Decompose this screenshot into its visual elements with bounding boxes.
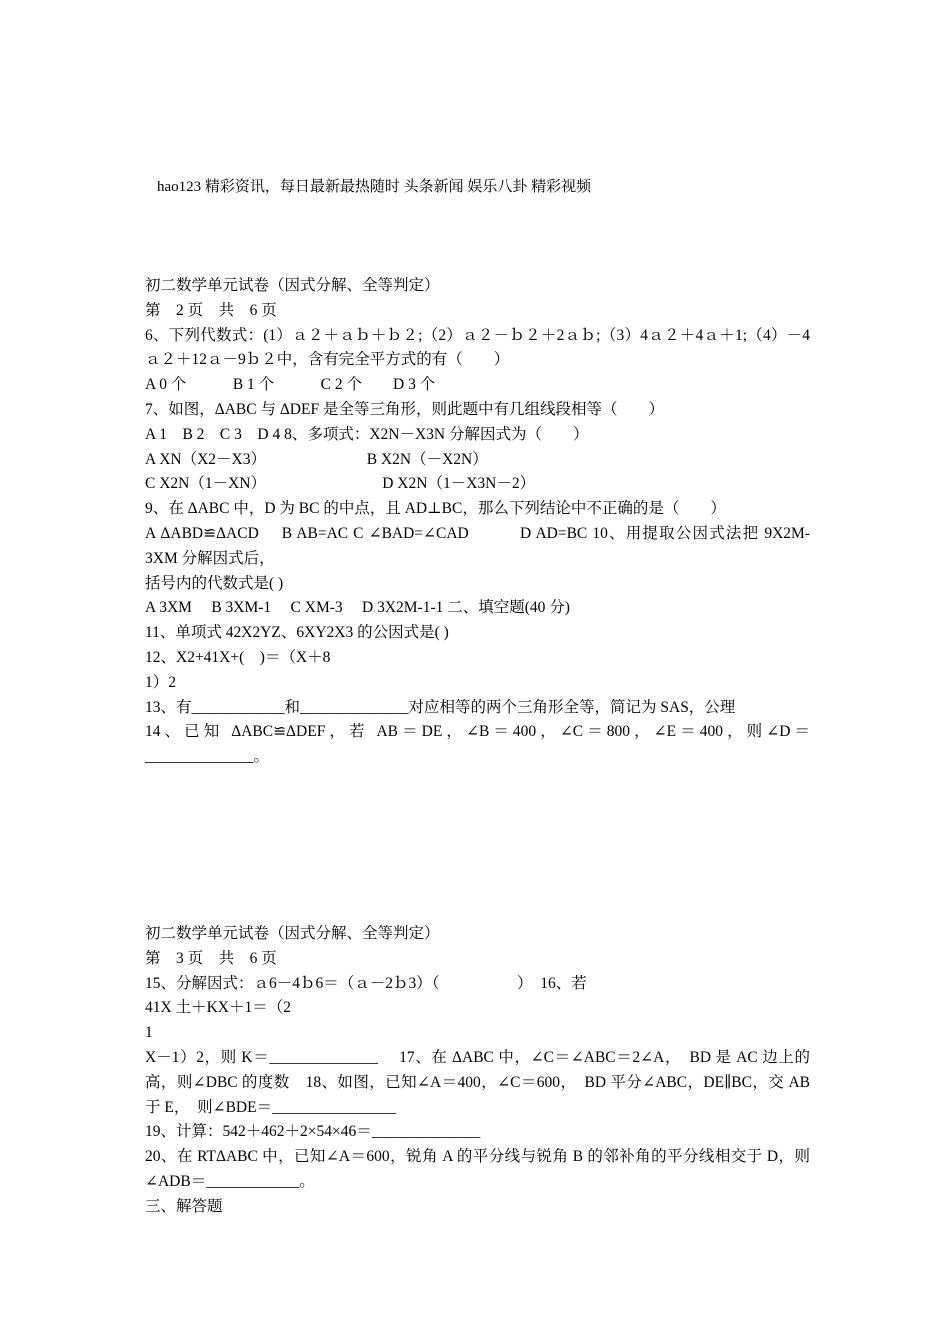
header-ad-text: hao123 精彩资讯，每日最新最热随时 头条新闻 娱乐八卦 精彩视频 xyxy=(157,179,592,195)
questions-16-17-18: X－1）2，则 K＝______________ 17、在 ΔABC 中，∠C＝∠ABC＝2∠A， BD 是 AC 边上的高，则∠DBC 的度数 18、如图，已知∠A＝400，∠C＝600， BD 平分∠ABC，DE∥BC，交 AB 于 E， 则∠BDE＝________________ xyxy=(145,1048,810,1116)
question-9: 9、在 ΔABC 中，D 为 BC 的中点，且 AD⊥BC，那么下列结论中不正确的是（ ） xyxy=(145,500,726,518)
exam-title: 初二数学单元试卷（因式分解、全等判定） xyxy=(145,277,440,294)
question-16: 41X 土＋KX＋1＝（2 xyxy=(145,999,291,1017)
question-9-options-question-10: A ΔABD≌ΔACD B AB=AC C ∠BAD=∠CAD D AD=BC 10、用提取公因式法把 9X2M-3XM 分解因式后， xyxy=(145,524,810,567)
section-3-heading: 三、解答题 xyxy=(145,1197,223,1215)
question-20: 20、在 RTΔABC 中，已知∠A＝600，锐角 A 的平分线与锐角 B 的邻补角的平分线相交于 D，则∠ADB＝____________。 xyxy=(145,1148,810,1190)
question-15: 15、分解因式：ａ6－4ｂ6＝（ａ－2ｂ3）（ ） 16、若 xyxy=(145,974,587,992)
question-16-fraction: 1 xyxy=(145,1024,153,1042)
exam-title: 初二数学单元试卷（因式分解、全等判定） xyxy=(145,925,440,942)
question-10-options: A 3XM B 3XM-1 C XM-3 D 3X2M-1-1 二、填空题(40 分) xyxy=(145,599,570,617)
page-number: 第 2 页 共 6 页 xyxy=(145,301,277,319)
question-19: 19、计算：542＋462＋2×54×46＝______________ xyxy=(145,1123,481,1141)
question-11: 11、单项式 42X2YZ、6XY2X3 的公因式是( ) xyxy=(145,624,449,642)
question-8-options-ab: A XN（X2－X3） B X2N（－X2N） xyxy=(145,450,488,468)
question-7-options-question-8: A 1 B 2 C 3 D 4 8、多项式：X2N－X3N 分解因式为（ ） xyxy=(145,425,589,443)
question-6-options: A 0 个 B 1 个 C 2 个 D 3 个 xyxy=(145,376,436,394)
question-12: 12、X2+41X+( )＝（X＋8 xyxy=(145,648,331,666)
question-10-continued: 括号内的代数式是( ) xyxy=(145,574,284,592)
question-6: 6、下列代数式：(1）ａ２＋ａｂ＋ｂ２;（2）ａ２－ｂ２＋2ａｂ;（3）4ａ２＋4ａ＋1;（4）－4ａ２＋12ａ－9ｂ２中，含有完全平方式的有（ ） xyxy=(145,326,810,369)
question-13: 13、有____________和______________对应相等的两个三角形全等，简记为 SAS，公理 xyxy=(145,698,736,716)
page-3-section xyxy=(145,922,810,1220)
question-7: 7、如图，ΔABC 与 ΔDEF 是全等三角形，则此题中有几组线段相等（ ） xyxy=(145,400,664,418)
question-8-options-cd: C X2N（1－XN） D X2N（1－X3N－2） xyxy=(145,475,536,493)
page-2-section xyxy=(145,274,810,770)
question-12-continued: 1）2 xyxy=(145,673,177,691)
page-number: 第 3 页 共 6 页 xyxy=(145,949,277,967)
question-14: 14、已知 ΔABC≌ΔDEF，若 AB＝DE，∠B＝400，∠C＝800，∠E＝400，则∠D＝______________。 xyxy=(145,723,810,766)
